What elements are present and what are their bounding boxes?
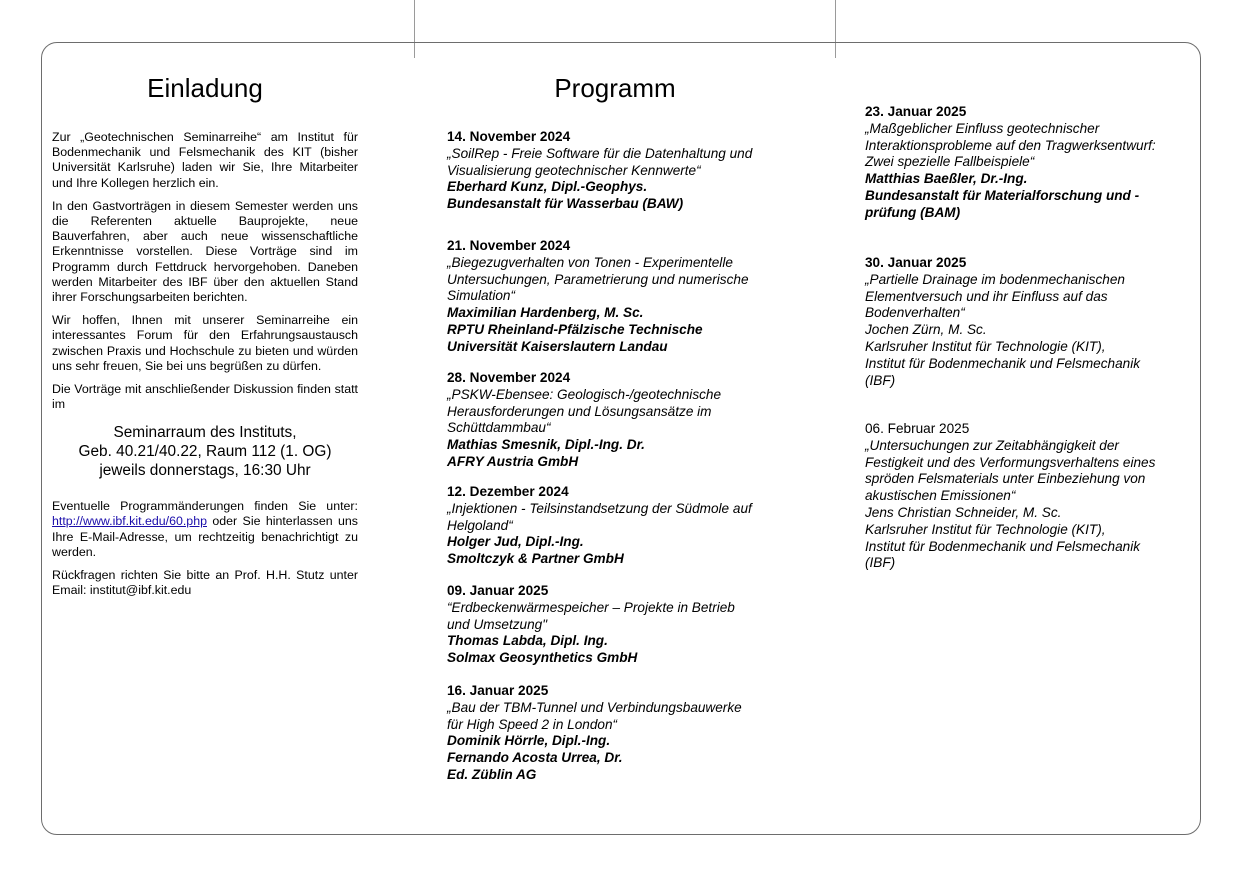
talk-speaker-line: Fernando Acosta Urrea, Dr. — [447, 750, 623, 766]
talk-title-line: Simulation“ — [447, 288, 515, 304]
talk-entry — [447, 484, 797, 568]
talk-speaker-line: prüfung (BAM) — [865, 204, 961, 220]
talk-entry — [447, 238, 797, 356]
talk-entry — [447, 129, 797, 213]
talk-date: 28. November 2024 — [447, 370, 571, 385]
intro-paragraph: Wir hoffen, Ihnen mit unserer Seminarreihe ein interessantes Forum für den Erfahrungsaustausch zwischen Praxis und Hochschule zu bieten und würden uns sehr freuen, Sie bei uns begrüßen zu dürfen. — [52, 313, 358, 373]
talk-speaker-line: Karlsruher Institut für Technologie (KIT), — [865, 338, 1106, 354]
venue-line: Seminarraum des Instituts, — [113, 424, 297, 442]
talk-speaker-line: Thomas Labda, Dipl. Ing. — [447, 633, 608, 649]
talk-speaker-line: Maximilian Hardenberg, M. Sc. — [447, 305, 644, 321]
talk-entry — [865, 104, 1215, 222]
talk-date: 09. Januar 2025 — [447, 583, 549, 598]
talk-entry — [447, 370, 797, 471]
talk-title-line: Elementversuch und ihr Einfluss auf das — [865, 288, 1108, 304]
talk-entry — [865, 421, 1215, 572]
venue-line: Geb. 40.21/40.22, Raum 112 (1. OG) — [78, 443, 332, 461]
talk-speaker-line: Eberhard Kunz, Dipl.-Geophys. — [447, 179, 648, 195]
program-changes-prefix: Eventuelle Programmänderungen finden Sie unter: — [52, 499, 358, 514]
intro-paragraph: In den Gastvorträgen in diesem Semester werden uns die Referenten aktuelle Bauprojekte, neue Bauverfahren, aber auch neue wissenschaftliche Erkenntnisse vorstellen. Diese Vorträge sind im Programm durch Fettdruck hervorgehoben. Daneben werden Mitarbeiter des IBF über den aktuellen Stand ihrer Forschungsarbeiten berichten. — [52, 198, 358, 305]
talk-title-line: „SoilRep - Freie Software für die Datenhaltung und — [447, 145, 753, 161]
talk-title-line: Helgoland“ — [447, 517, 513, 533]
talk-speaker-line: (IBF) — [865, 555, 896, 571]
talk-date: 16. Januar 2025 — [447, 683, 549, 698]
talk-title-line: Zwei spezielle Fallbeispiele“ — [865, 154, 1035, 170]
program-changes-suffix: oder Sie hinterlassen uns Ihre E-Mail-Adresse, um rechtzeitig benachrichtigt zu werden. — [52, 514, 359, 559]
talk-date: 12. Dezember 2024 — [447, 484, 569, 499]
talk-title-line: „Partielle Drainage im bodenmechanischen — [865, 271, 1125, 287]
talk-date: 06. Februar 2025 — [865, 421, 970, 436]
talk-title-line: Bodenverhalten“ — [865, 305, 965, 321]
intro-paragraph: Zur „Geotechnischen Seminarreihe“ am Institut für Bodenmechanik und Felsmechanik des KIT (bisher Universität Karlsruhe) laden wir Sie, Ihre Mitarbeiter und Ihre Kollegen herzlich ein. — [52, 130, 358, 190]
talk-speaker-line: Dominik Hörrle, Dipl.-Ing. — [447, 733, 611, 749]
talk-speaker-line: Ed. Züblin AG — [447, 766, 537, 782]
talk-title-line: Visualisierung geotechnischer Kennwerte“ — [447, 162, 701, 178]
talk-speaker-line: Jochen Zürn, M. Sc. — [865, 322, 987, 338]
invitation-heading: Einladung — [147, 73, 263, 103]
intro-paragraph: Die Vorträge mit anschließender Diskussion finden statt im — [52, 382, 358, 412]
talk-title-line: akustischen Emissionen“ — [865, 488, 1016, 504]
talk-speaker-line: Universität Kaiserslautern Landau — [447, 338, 668, 354]
program-heading: Programm — [554, 73, 676, 103]
invitation-column — [52, 72, 358, 606]
talk-title-line: spröden Felsmaterials unter Einbeziehung von — [865, 471, 1146, 487]
talk-entry — [447, 583, 797, 667]
talk-speaker-line: (IBF) — [865, 372, 896, 388]
talk-title-line: Interaktionsprobleme auf den Tragwerksentwurf: — [865, 137, 1156, 153]
talk-speaker-line: Bundesanstalt für Materialforschung und - — [865, 187, 1140, 203]
talk-date: 14. November 2024 — [447, 129, 571, 144]
talk-speaker-line: AFRY Austria GmbH — [447, 453, 579, 469]
venue-block — [52, 424, 358, 480]
talk-speaker-line: Bundesanstalt für Wasserbau (BAW) — [447, 196, 684, 212]
talk-entry — [865, 255, 1215, 389]
talk-speaker-line: Institut für Bodenmechanik und Felsmechanik — [865, 538, 1141, 554]
talk-speaker-line: Institut für Bodenmechanik und Felsmechanik — [865, 355, 1141, 371]
talk-speaker-line: Karlsruher Institut für Technologie (KIT), — [865, 521, 1106, 537]
talk-title-line: Untersuchungen, Parametrierung und numerische — [447, 271, 749, 287]
talk-speaker-line: Jens Christian Schneider, M. Sc. — [865, 504, 1062, 520]
talk-title-line: Schüttdammbau“ — [447, 420, 551, 436]
talk-title-line: für High Speed 2 in London“ — [447, 716, 618, 732]
talk-title-line: Festigkeit und des Verformungsverhaltens eines — [865, 454, 1156, 470]
talk-speaker-line: Smoltczyk & Partner GmbH — [447, 551, 624, 567]
talk-date: 23. Januar 2025 — [865, 104, 967, 119]
talk-speaker-line: Holger Jud, Dipl.-Ing. — [447, 534, 584, 550]
talk-speaker-line: Mathias Smesnik, Dipl.-Ing. Dr. — [447, 437, 645, 453]
program-changes-note — [52, 499, 358, 560]
talk-title-line: „Injektionen - Teilsinstandsetzung der Südmole auf — [447, 500, 752, 516]
talk-title-line: “Erdbeckenwärmespeicher – Projekte in Betrieb — [447, 599, 735, 615]
venue-line: jeweils donnerstags, 16:30 Uhr — [99, 461, 311, 479]
talk-title-line: „Maßgeblicher Einfluss geotechnischer — [865, 120, 1100, 136]
talk-title-line: Herausforderungen und Lösungsansätze im — [447, 403, 712, 419]
talk-title-line: „Untersuchungen zur Zeitabhängigkeit der — [865, 437, 1119, 453]
talk-title-line: „PSKW-Ebensee: Geologisch-/geotechnische — [447, 386, 722, 402]
talk-title-line: und Umsetzung" — [447, 616, 548, 632]
talk-date: 21. November 2024 — [447, 238, 571, 253]
talk-title-line: „Biegezugverhalten von Tonen - Experimentelle — [447, 254, 733, 270]
program-changes-link[interactable]: http://www.ibf.kit.edu/60.php — [52, 514, 207, 529]
talk-entry — [447, 683, 797, 784]
talk-date: 30. Januar 2025 — [865, 255, 967, 270]
talk-speaker-line: RPTU Rheinland-Pfälzische Technische — [447, 321, 703, 337]
talk-speaker-line: Matthias Baeßler, Dr.-Ing. — [865, 171, 1028, 187]
talk-speaker-line: Solmax Geosynthetics GmbH — [447, 650, 638, 666]
contact-note: Rückfragen richten Sie bitte an Prof. H.H. Stutz unter Email: institut@ibf.kit.edu — [52, 568, 358, 598]
talk-title-line: „Bau der TBM-Tunnel und Verbindungsbauwerke — [447, 699, 742, 715]
